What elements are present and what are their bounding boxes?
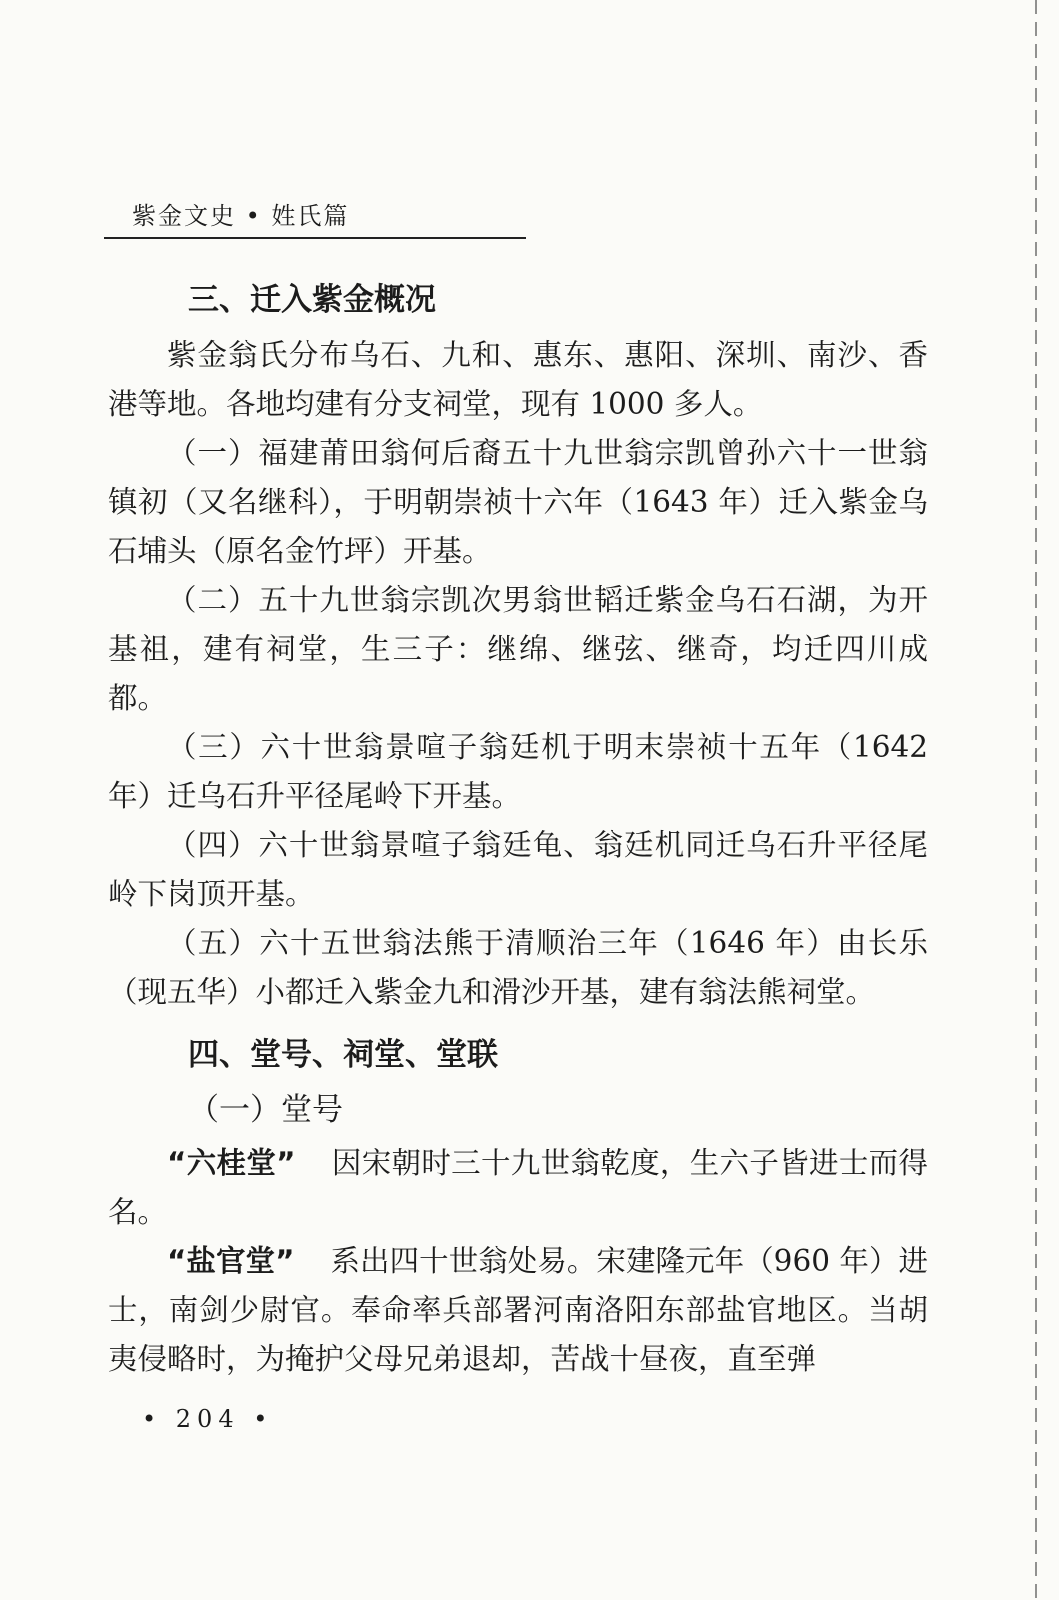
paragraph [108,1139,928,1237]
subsection-heading: （一）堂号 [188,1092,343,1128]
paragraph: （三）六十世翁景喧子翁廷机于明末崇祯十五年（1642 年）迁乌石升平径尾岭下开基。 [108,730,928,813]
page-edge [1035,0,1037,1600]
header-rule [104,237,526,239]
paragraph: （二）五十九世翁宗凯次男翁世韬迁紫金乌石石湖，为开基祖，建有祠堂，生三子：继绵、继弦、继奇，均迁四川成都。 [108,583,928,715]
paragraph [108,1237,928,1384]
section-heading: 三、迁入紫金概况 [188,282,436,318]
running-head: 紫金文史 • 姓氏篇 [132,202,350,230]
hall-description: 因宋朝时三十九世翁乾度，生六子皆进士而得名。 [108,1146,928,1229]
paragraph: 紫金翁氏分布乌石、九和、惠东、惠阳、深圳、南沙、香港等地。各地均建有分支祠堂，现有 1000 多人。 [108,338,928,421]
paragraph: （一）福建莆田翁何后裔五十九世翁宗凯曾孙六十一世翁镇初（又名继科），于明朝崇祯十六年（1643 年）迁入紫金乌石埔头（原名金竹坪）开基。 [108,436,928,568]
page-number: • 204 • [142,1405,274,1433]
paragraph: （五）六十五世翁法熊于清顺治三年（1646 年）由长乐（现五华）小都迁入紫金九和滑沙开基，建有翁法熊祠堂。 [108,926,928,1009]
hall-name: “盐官堂” [167,1244,295,1278]
paragraph: （四）六十世翁景喧子翁廷龟、翁廷机同迁乌石升平径尾岭下岗顶开基。 [108,828,928,911]
hall-name: “六桂堂” [167,1146,296,1180]
hall-description: 系出四十世翁处易。宋建隆元年（960 年）进士，南剑少尉官。奉命率兵部署河南洛阳东部盐官地区。当胡夷侵略时，为掩护父母兄弟退却，苦战十昼夜，直至弹 [108,1244,929,1376]
page-body [108,268,928,1384]
section-heading: 四、堂号、祠堂、堂联 [188,1037,498,1073]
